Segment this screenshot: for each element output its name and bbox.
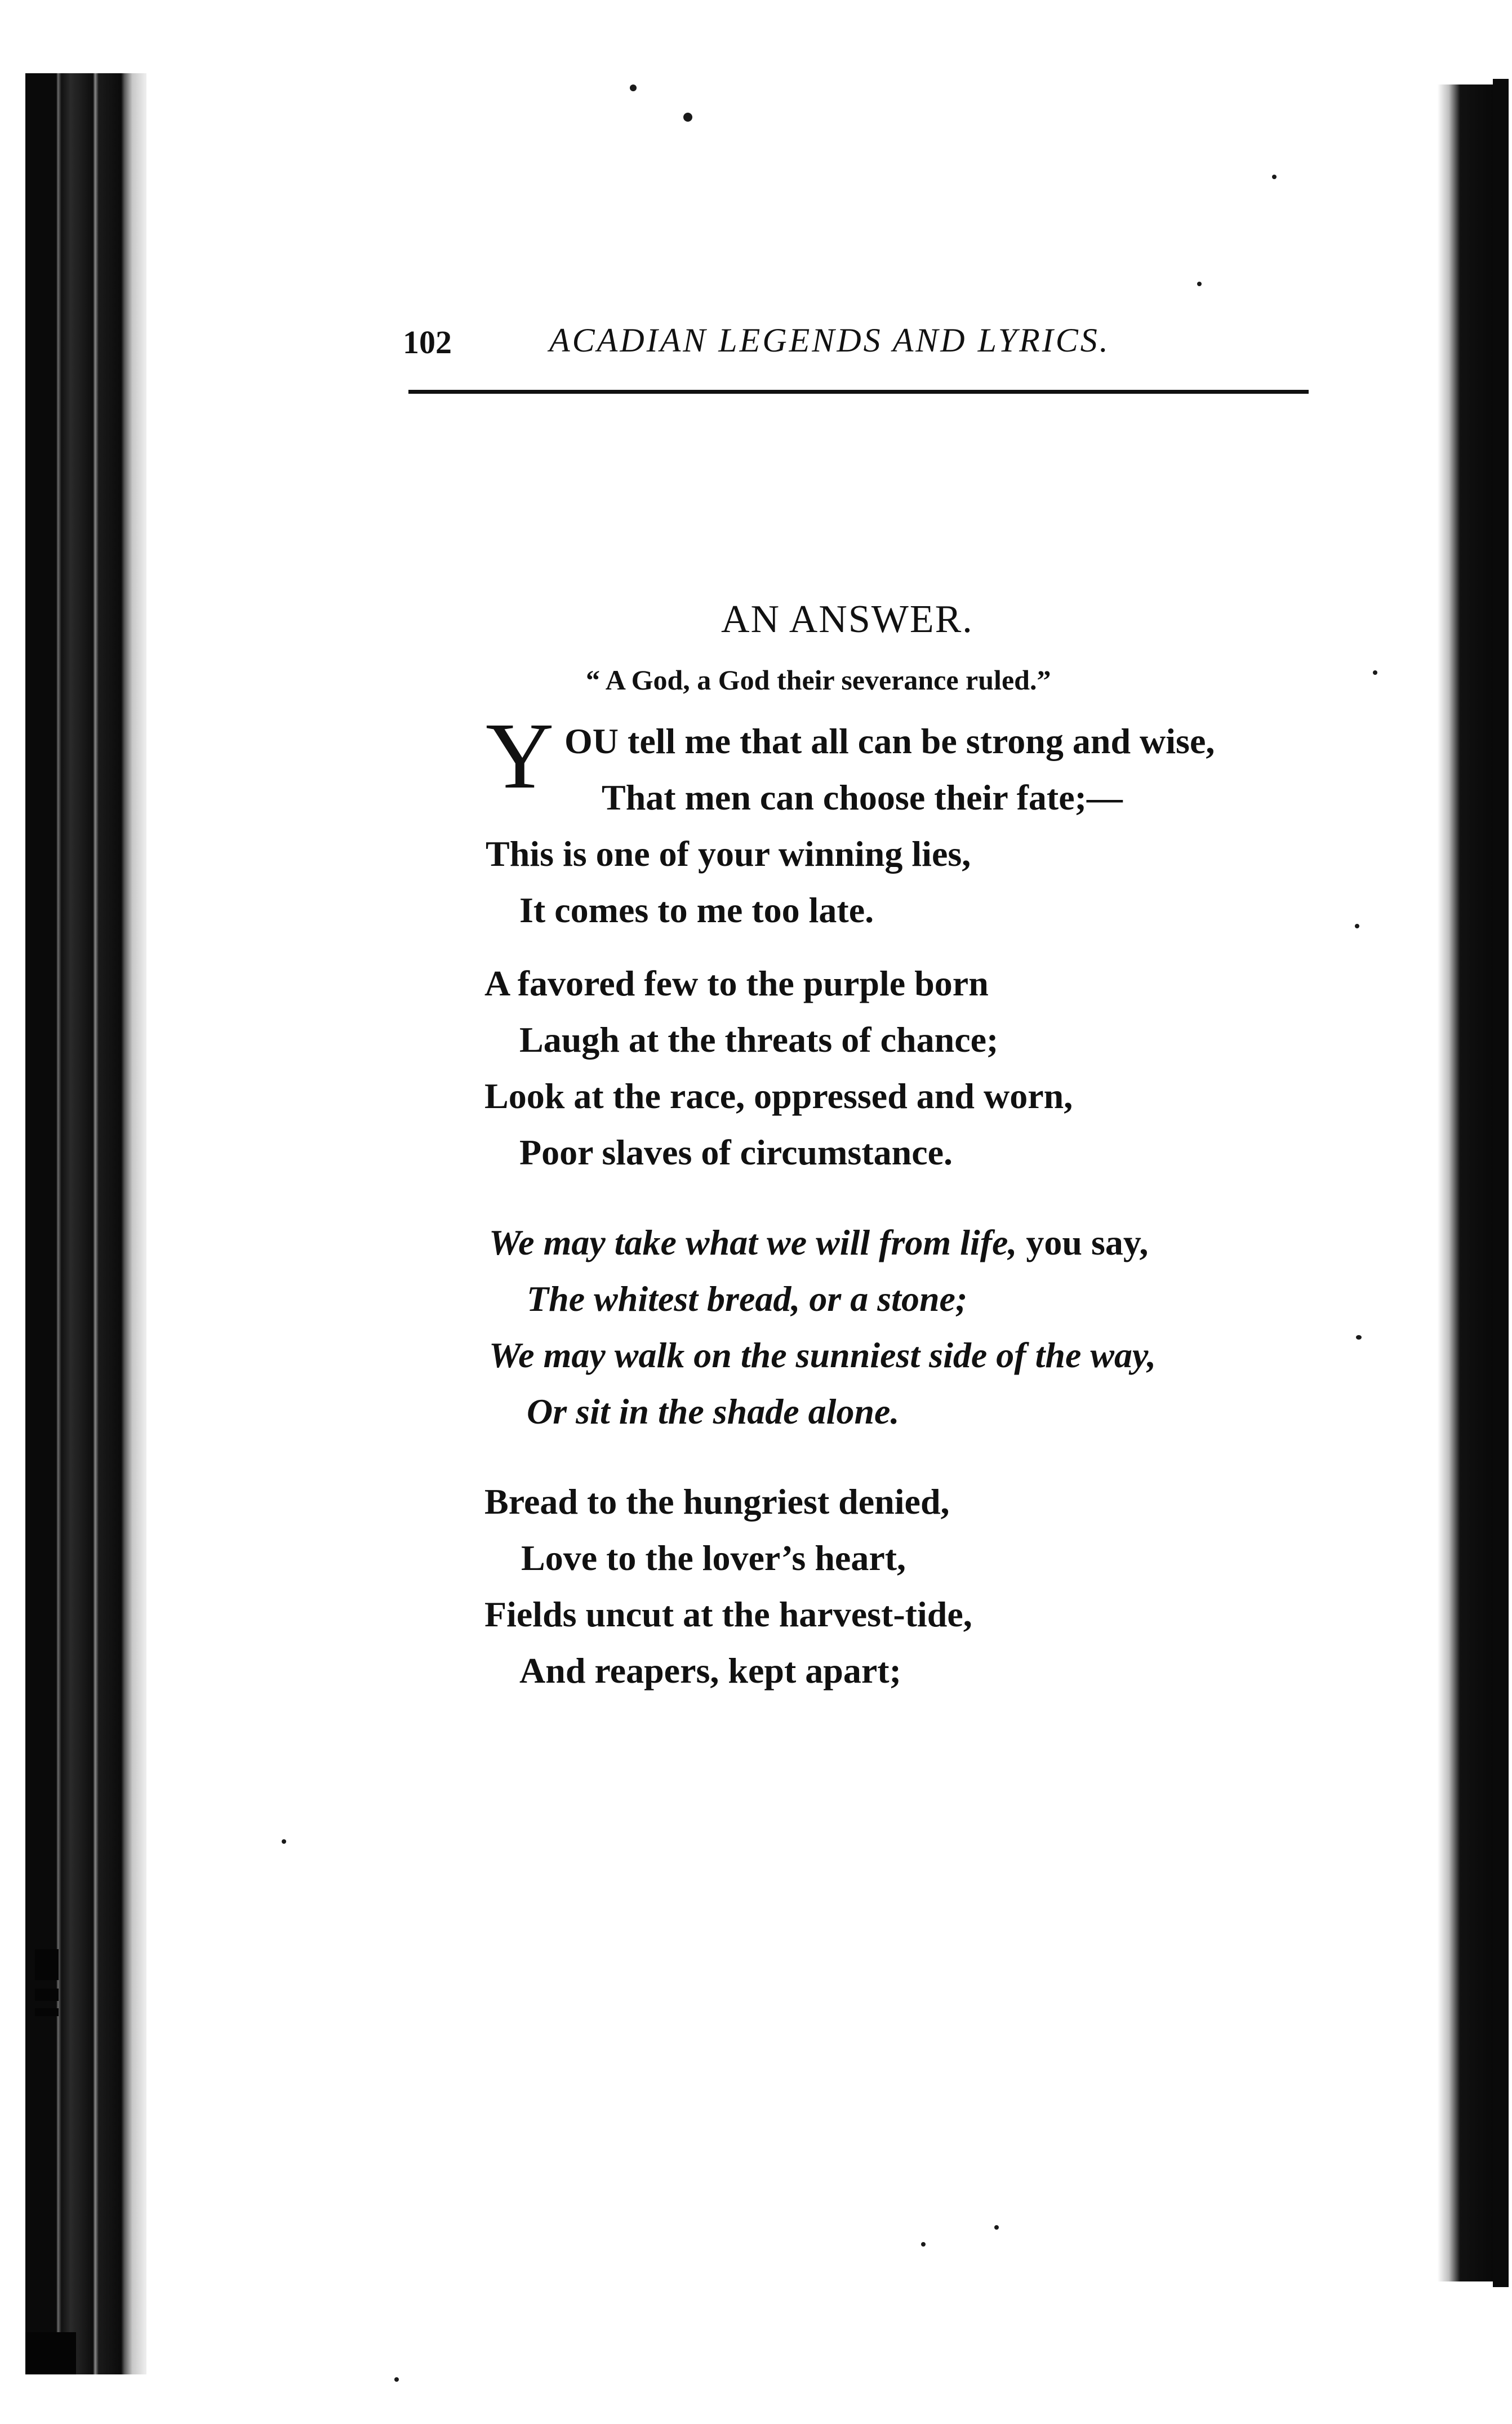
scan-speck [1356,1335,1362,1340]
book-title: ACADIAN LEGENDS AND LYRICS. [549,322,1110,359]
poem-line-italic: We may take what we will from life, [489,1222,1017,1262]
scan-speck [994,2225,999,2230]
poem-line: We may walk on the sunniest side of the way, [489,1335,1157,1375]
poem-title: AN ANSWER. [721,598,973,641]
scan-speck [1197,282,1202,286]
poem-line: That men can choose their fate;— [602,777,1123,817]
scan-speck [1355,924,1359,928]
running-head [403,315,1310,372]
scan-left-mark [35,2008,59,2016]
poem-line: Love to the lover’s heart, [521,1538,906,1578]
scan-speck [630,84,637,91]
scan-speck [394,2377,399,2382]
scan-speck [921,2242,926,2247]
poem-line: Or sit in the shade alone. [527,1391,900,1431]
poem-line: Fields uncut at the harvest-tide, [484,1594,972,1634]
poem-line: This is one of your winning lies, [486,834,971,874]
drop-cap: Y [486,704,554,808]
scan-left-edge [25,73,146,2374]
poem-line: A favored few to the purple born [484,963,989,1003]
poem-line: Poor slaves of circumstance. [519,1132,953,1172]
poem-line: OU tell me that all can be strong and wise, [564,721,1215,761]
poem-line [489,1222,1149,1262]
scan-right-outer [1493,79,1509,2287]
poem-line-upright: you say, [1017,1222,1149,1262]
poem-line: Bread to the hungriest denied, [484,1482,950,1522]
poem-line: It comes to me too late. [519,890,874,930]
scan-left-mark [35,1949,59,1980]
scan-left-mark [35,1989,59,2001]
page-number: 102 [403,324,452,361]
poem-line: The whitest bread, or a stone; [527,1279,968,1319]
scan-speck [683,113,692,122]
scan-speck [1373,670,1377,675]
poem-line: Look at the race, oppressed and worn, [484,1076,1073,1116]
scan-speck [1272,175,1277,179]
poem-epigraph: “ A God, a God their severance ruled.” [586,664,1051,696]
header-rule [408,390,1309,394]
poem-line: And reapers, kept apart; [519,1651,901,1691]
poem-line: Laugh at the threats of chance; [519,1020,999,1060]
scan-left-notch [25,2332,76,2374]
scan-speck [282,1839,286,1844]
